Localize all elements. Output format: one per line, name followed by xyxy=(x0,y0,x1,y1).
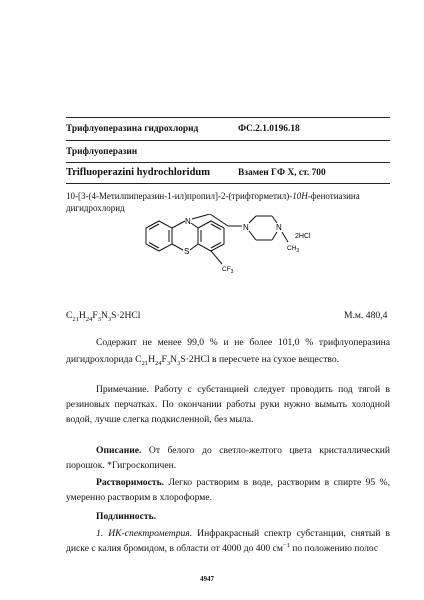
structure-ch3-label: $CH_3$ xyxy=(287,245,300,254)
replaces-note: Взамен ГФ X, ст. 700 xyxy=(238,168,326,178)
note-line1: Примечание. Работу с субстанцией следует проводить под тягой в xyxy=(96,384,390,395)
solubility-line2: умеренно растворим в хлороформе. xyxy=(66,492,212,503)
ir-label: 1. ИК-спектрометрия. xyxy=(96,528,193,539)
identity-heading: Подлинность. xyxy=(96,511,157,522)
description-line1: Описание. От белого до светло-желтого цвета кристаллический xyxy=(96,445,390,456)
chemical-name-line1: 10-[3-(4-Метилпиперазин-1-ил)пропил]-2-(трифторметил)-10H-фенотиазина xyxy=(66,191,360,201)
solubility-line1: Растворимость. Легко растворим в воде, растворим в спирте 95 %, xyxy=(96,477,390,488)
ir-line1: 1. ИК-спектрометрия. Инфракрасный спектр субстанции, снятый в xyxy=(96,528,390,539)
page-number: 4947 xyxy=(200,575,214,583)
description-label: Описание. xyxy=(96,445,142,456)
structure-n2-label: N xyxy=(243,223,249,232)
note-line3: водой, лучше слегка подкисленной, без мыла. xyxy=(66,414,254,425)
monograph-title-latin: Trifluoperazini hydrochloridum xyxy=(66,167,210,178)
molecular-weight: М.м. 480,4 xyxy=(344,310,388,321)
structure-s-label: S xyxy=(184,247,190,256)
solubility-label: Растворимость. xyxy=(96,477,165,488)
structure-cf3-label: $CF_3$ xyxy=(222,266,234,275)
note-line2: резиновых перчатках. По окончании работы руки нужно вымыть холодной xyxy=(66,399,390,410)
chemical-name-line2: дигидрохлорид xyxy=(66,203,125,213)
header-rule-1 xyxy=(66,140,390,141)
structural-formula xyxy=(130,214,330,310)
description-line2: порошок. *Гигроскопичен. xyxy=(66,460,177,471)
header-top-rule xyxy=(66,117,390,118)
content-line1: Содержит не менее 99,0 % и не более 101,0 % трифлуоперазина xyxy=(96,337,390,348)
structure-hcl-label: 2HCl xyxy=(295,233,311,240)
structure-n3-label: N xyxy=(276,223,282,232)
fs-code: ФС.2.1.0196.18 xyxy=(238,124,300,134)
molecular-formula: $C_{21}H_{24}F_3N_3S\cdot 2HCl$ xyxy=(66,310,141,323)
ir-line2: диске с калия бромидом, в области от 4000 до 400 $см^{-1}$ по положению полос xyxy=(66,541,379,554)
structure-n-label: N xyxy=(185,217,191,226)
header-rule-2 xyxy=(66,162,390,163)
content-line2: дигидрохлорида $C_{21}H_{24}F_3N_3S\cdot 2HCl$ в пересчете на сухое вещество. xyxy=(66,354,340,367)
header-bottom-rule xyxy=(66,183,390,184)
monograph-title-ru: Трифлуоперазина гидрохлорид xyxy=(66,124,199,134)
monograph-name-short: Трифлуоперазин xyxy=(66,147,138,157)
